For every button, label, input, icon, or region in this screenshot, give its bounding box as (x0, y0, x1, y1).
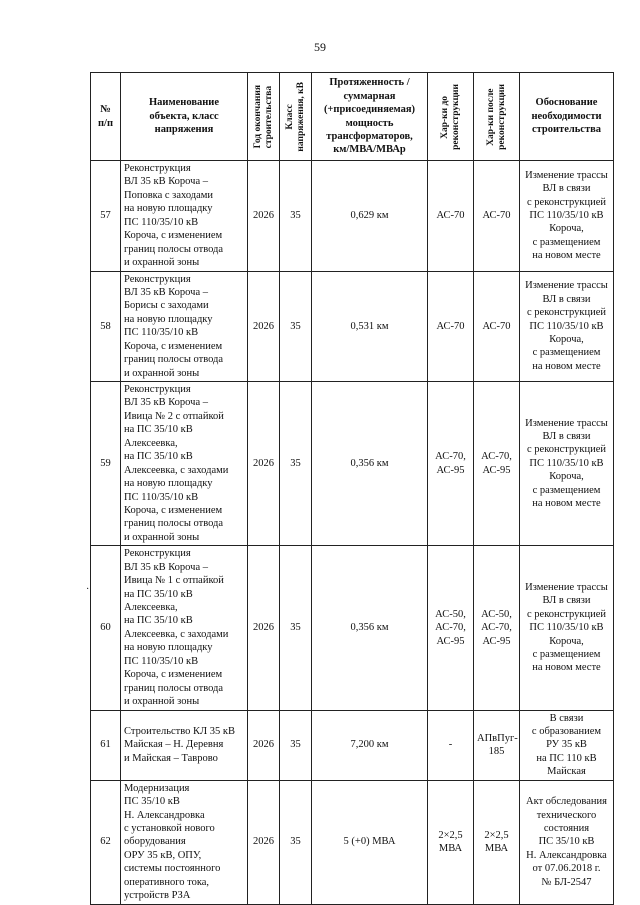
header-reason: Обоснование необходимости строительства (520, 73, 614, 161)
cell-name: Реконструкция ВЛ 35 кВ Короча – Ивица № 2 с отпайкой на ПС 35/10 кВ Алексеевка, на ПС 35/10 кВ Алексеевка, с заходами на новую площадку ПС 110/35/10 кВ Короча, с изменением границ полосы отвода и охранной зоны (121, 382, 248, 546)
cell-name: Модернизация ПС 35/10 кВ Н. Александровка с установкой нового оборудования ОРУ 35 кВ, ОПУ, системы постоянного оперативного тока, устройств РЗА (121, 780, 248, 904)
cell-year: 2026 (248, 780, 280, 904)
cell-before: 2×2,5 МВА (428, 780, 474, 904)
cell-year: 2026 (248, 382, 280, 546)
table-row (91, 161, 614, 272)
table-row (91, 546, 614, 710)
cell-year: 2026 (248, 271, 280, 382)
cell-name: Строительство КЛ 35 кВ Майская – Н. Деревня и Майская – Таврово (121, 710, 248, 780)
cell-length: 0,356 км (312, 546, 428, 710)
header-name: Наименование объекта, класс напряжения (121, 73, 248, 161)
header-before: Хар-ки до реконструкции (428, 73, 474, 161)
cell-name: Реконструкция ВЛ 35 кВ Короча – Борисы с заходами на новую площадку ПС 110/35/10 кВ Короча, с изменением границ полосы отвода и охранной зоны (121, 271, 248, 382)
cell-class: 35 (280, 161, 312, 272)
page-number: 59 (314, 40, 326, 54)
cell-year: 2026 (248, 546, 280, 710)
cell-class: 35 (280, 780, 312, 904)
cell-before: АС-70 (428, 161, 474, 272)
table-row (91, 780, 614, 904)
cell-before: АС-70, АС-95 (428, 382, 474, 546)
cell-length: 7,200 км (312, 710, 428, 780)
cell-class: 35 (280, 546, 312, 710)
cell-after: АС-70 (474, 161, 520, 272)
cell-name: Реконструкция ВЛ 35 кВ Короча – Ивица № 1 с отпайкой на ПС 35/10 кВ Алексеевка, на ПС 35/10 кВ Алексеевка, с заходами на новую площадку ПС 110/35/10 кВ Короча, с изменением границ полосы отвода и охранной зоны (121, 546, 248, 710)
cell-year: 2026 (248, 161, 280, 272)
table-row (91, 382, 614, 546)
cell-length: 5 (+0) МВА (312, 780, 428, 904)
cell-reason: В связи с образованием РУ 35 кВ на ПС 110 кВ Майская (520, 710, 614, 780)
cell-before: АС-50, АС-70, АС-95 (428, 546, 474, 710)
cell-num: 61 (91, 710, 121, 780)
cell-before: АС-70 (428, 271, 474, 382)
cell-num: 58 (91, 271, 121, 382)
cell-class: 35 (280, 271, 312, 382)
construction-table (90, 72, 614, 905)
cell-num: 57 (91, 161, 121, 272)
cell-num: 59 (91, 382, 121, 546)
header-after: Хар-ки после реконструкции (474, 73, 520, 161)
header-voltage-class: Класс напряжения, кВ (280, 73, 312, 161)
cell-reason: Изменение трассы ВЛ в связи с реконструкцией ПС 110/35/10 кВ Короча, с размещением на новом месте (520, 271, 614, 382)
header-year: Год окончания строительства (248, 73, 280, 161)
cell-after: 2×2,5 МВА (474, 780, 520, 904)
cell-after: АПвПуг- 185 (474, 710, 520, 780)
cell-name: Реконструкция ВЛ 35 кВ Короча – Поповка с заходами на новую площадку ПС 110/35/10 кВ Короча, с изменением границ полосы отвода и охранной зоны (121, 161, 248, 272)
cell-before: - (428, 710, 474, 780)
cell-num: 62 (91, 780, 121, 904)
cell-reason: Изменение трассы ВЛ в связи с реконструкцией ПС 110/35/10 кВ Короча, с размещением на новом месте (520, 161, 614, 272)
cell-after: АС-70 (474, 271, 520, 382)
cell-after: АС-50, АС-70, АС-95 (474, 546, 520, 710)
cell-length: 0,531 км (312, 271, 428, 382)
cell-class: 35 (280, 382, 312, 546)
cell-reason: Изменение трассы ВЛ в связи с реконструкцией ПС 110/35/10 кВ Короча, с размещением на новом месте (520, 382, 614, 546)
cell-reason: Изменение трассы ВЛ в связи с реконструкцией ПС 110/35/10 кВ Короча, с размещением на новом месте (520, 546, 614, 710)
cell-length: 0,629 км (312, 161, 428, 272)
table-row (91, 271, 614, 382)
cell-year: 2026 (248, 710, 280, 780)
table-row (91, 710, 614, 780)
margin-mark: · (86, 584, 90, 595)
header-num: № п/п (91, 73, 121, 161)
cell-length: 0,356 км (312, 382, 428, 546)
header-length: Протяженность / суммарная (+присоединяемая) мощность трансформаторов, км/МВА/МВАр (312, 73, 428, 161)
cell-reason: Акт обследования технического состояния ПС 35/10 кВ Н. Александровка от 07.06.2018 г. № БЛ-2547 (520, 780, 614, 904)
cell-after: АС-70, АС-95 (474, 382, 520, 546)
cell-class: 35 (280, 710, 312, 780)
header-row (91, 73, 614, 161)
cell-num: 60 (91, 546, 121, 710)
